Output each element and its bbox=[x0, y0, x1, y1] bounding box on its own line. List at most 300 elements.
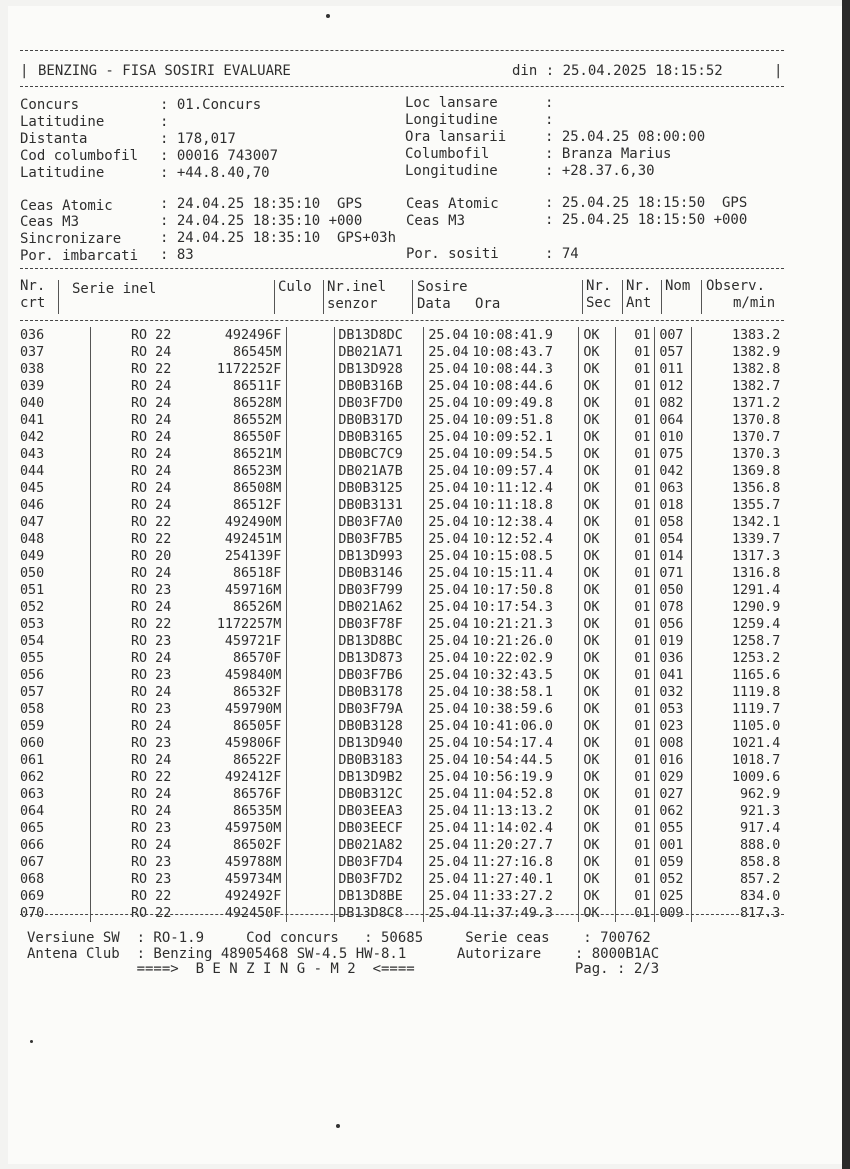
antenna-number: 01 bbox=[616, 837, 655, 854]
arrival-time: 10:12:52.4 bbox=[472, 532, 553, 547]
speed-mmin: 917.4 bbox=[692, 820, 781, 837]
sec-status: OK bbox=[579, 616, 616, 633]
ring-sensor: DB03EECF bbox=[335, 820, 424, 837]
row-number: 052 bbox=[20, 600, 45, 615]
arrival-date: 25.04 bbox=[424, 871, 473, 888]
ring-country: RO 22 bbox=[131, 515, 172, 530]
nom-number: 050 bbox=[655, 582, 692, 599]
ring-sensor: DB0B3165 bbox=[335, 429, 424, 446]
arrival-time: 11:27:16.8 bbox=[472, 855, 553, 870]
divider bbox=[20, 50, 784, 51]
arrival-date: 25.04 bbox=[424, 463, 473, 480]
arrival-date: 25.04 bbox=[424, 633, 473, 650]
row-sep bbox=[57, 514, 91, 531]
row-culo-blank bbox=[287, 599, 335, 616]
row-sep bbox=[57, 718, 91, 735]
table-row bbox=[20, 718, 780, 735]
col-data: Data bbox=[417, 296, 451, 312]
ring-serial: 86518F bbox=[232, 566, 282, 581]
table-row bbox=[20, 497, 780, 514]
arrival-time: 10:08:44.6 bbox=[472, 379, 553, 394]
row-culo-blank bbox=[287, 531, 335, 548]
arrival-date: 25.04 bbox=[424, 514, 473, 531]
table-row bbox=[20, 599, 780, 616]
ring-sensor: DB03F7D2 bbox=[335, 871, 424, 888]
sec-status: OK bbox=[579, 718, 616, 735]
arrival-date: 25.04 bbox=[424, 395, 473, 412]
scan-dot bbox=[30, 1040, 33, 1043]
table-row bbox=[20, 633, 780, 650]
row-number: 064 bbox=[20, 804, 45, 819]
ring-serial: 86528M bbox=[232, 396, 282, 411]
ring-sensor: DB021A82 bbox=[335, 837, 424, 854]
row-number: 057 bbox=[20, 685, 45, 700]
antenna-number: 01 bbox=[616, 735, 655, 752]
nom-number: 025 bbox=[655, 888, 692, 905]
clock-label: Sincronizare bbox=[20, 231, 122, 247]
speed-mmin: 857.2 bbox=[692, 871, 781, 888]
footer-line-1: Versiune SW : RO-1.9 Cod concurs : 50685 Serie ceas : 700762 bbox=[27, 930, 651, 946]
ring-sensor: DB13D873 bbox=[335, 650, 424, 667]
ring-country: RO 22 bbox=[131, 328, 172, 343]
speed-mmin: 1105.0 bbox=[692, 718, 781, 735]
col-crt: crt bbox=[20, 295, 46, 311]
speed-mmin: 1383.2 bbox=[692, 327, 781, 344]
nom-number: 009 bbox=[655, 905, 692, 922]
row-number: 061 bbox=[20, 753, 45, 768]
row-sep bbox=[57, 531, 91, 548]
ring-sensor: DB13D993 bbox=[335, 548, 424, 565]
ring-sensor: DB0B3178 bbox=[335, 684, 424, 701]
info-label: Longitudine bbox=[405, 163, 498, 179]
arrival-date: 25.04 bbox=[424, 905, 473, 922]
antenna-number: 01 bbox=[616, 497, 655, 514]
ring-serial: 86522F bbox=[232, 753, 282, 768]
arrived-label: Por. sositi bbox=[406, 246, 499, 262]
footer-line-2: Antena Club : Benzing 48905468 SW-4.5 HW-8.1 Autorizare : 8000B1AC bbox=[27, 946, 660, 962]
col-mmin: m/min bbox=[733, 295, 776, 311]
speed-mmin: 1369.8 bbox=[692, 463, 781, 480]
arrival-date: 25.04 bbox=[424, 820, 473, 837]
arrival-date: 25.04 bbox=[424, 480, 473, 497]
antenna-number: 01 bbox=[616, 582, 655, 599]
row-number: 055 bbox=[20, 651, 45, 666]
col-sep bbox=[412, 280, 413, 314]
ring-serial: 86550F bbox=[232, 430, 282, 445]
nom-number: 011 bbox=[655, 361, 692, 378]
info-value: : +28.37.6,30 bbox=[545, 163, 655, 179]
arrival-date: 25.04 bbox=[424, 701, 473, 718]
table-row bbox=[20, 837, 780, 854]
sec-status: OK bbox=[579, 497, 616, 514]
ring-country: RO 24 bbox=[131, 600, 172, 615]
info-label: Latitudine bbox=[20, 114, 105, 130]
row-culo-blank bbox=[287, 327, 335, 344]
arrival-date: 25.04 bbox=[424, 752, 473, 769]
ring-country: RO 22 bbox=[131, 770, 172, 785]
pigeons-label: Por. imbarcati bbox=[20, 248, 139, 264]
arrival-date: 25.04 bbox=[424, 531, 473, 548]
row-culo-blank bbox=[287, 548, 335, 565]
row-sep bbox=[57, 480, 91, 497]
speed-mmin: 1339.7 bbox=[692, 531, 781, 548]
ring-country: RO 24 bbox=[131, 838, 172, 853]
arrival-time: 10:15:11.4 bbox=[472, 566, 553, 581]
row-number: 041 bbox=[20, 413, 45, 428]
arrival-time: 10:09:57.4 bbox=[472, 464, 553, 479]
sec-status: OK bbox=[579, 565, 616, 582]
row-culo-blank bbox=[287, 582, 335, 599]
row-sep bbox=[57, 803, 91, 820]
info-value: : 178,017 bbox=[160, 131, 236, 147]
table-row bbox=[20, 616, 780, 633]
speed-mmin: 1259.4 bbox=[692, 616, 781, 633]
col-ora: Ora bbox=[475, 296, 501, 312]
row-number: 056 bbox=[20, 668, 45, 683]
row-number: 047 bbox=[20, 515, 45, 530]
row-number: 043 bbox=[20, 447, 45, 462]
ring-serial: 459721F bbox=[224, 634, 282, 649]
ring-serial: 86508M bbox=[232, 481, 282, 496]
antenna-number: 01 bbox=[616, 633, 655, 650]
ring-country: RO 23 bbox=[131, 821, 172, 836]
speed-mmin: 1317.3 bbox=[692, 548, 781, 565]
table-row bbox=[20, 769, 780, 786]
arrival-date: 25.04 bbox=[424, 599, 473, 616]
speed-mmin: 1316.8 bbox=[692, 565, 781, 582]
row-sep bbox=[57, 888, 91, 905]
row-culo-blank bbox=[287, 395, 335, 412]
row-culo-blank bbox=[287, 718, 335, 735]
arrival-time: 10:21:26.0 bbox=[472, 634, 553, 649]
nom-number: 014 bbox=[655, 548, 692, 565]
report-title: BENZING - FISA SOSIRI EVALUARE bbox=[38, 63, 291, 79]
arrival-time: 11:04:52.8 bbox=[472, 787, 553, 802]
arrival-time: 10:17:50.8 bbox=[472, 583, 553, 598]
row-number: 042 bbox=[20, 430, 45, 445]
scan-dot bbox=[336, 1124, 340, 1128]
sec-status: OK bbox=[579, 412, 616, 429]
row-number: 068 bbox=[20, 872, 45, 887]
arrival-time: 10:15:08.5 bbox=[472, 549, 553, 564]
sec-status: OK bbox=[579, 820, 616, 837]
ring-country: RO 20 bbox=[131, 549, 172, 564]
ring-serial: 86523M bbox=[232, 464, 282, 479]
ring-country: RO 23 bbox=[131, 668, 172, 683]
ring-serial: 459840M bbox=[224, 668, 282, 683]
info-label: Loc lansare bbox=[405, 95, 498, 111]
table-row bbox=[20, 803, 780, 820]
row-sep bbox=[57, 735, 91, 752]
row-number: 036 bbox=[20, 328, 45, 343]
nom-number: 027 bbox=[655, 786, 692, 803]
row-sep bbox=[57, 616, 91, 633]
ring-serial: 459806F bbox=[224, 736, 282, 751]
ring-country: RO 24 bbox=[131, 787, 172, 802]
row-culo-blank bbox=[287, 803, 335, 820]
row-culo-blank bbox=[287, 769, 335, 786]
antenna-number: 01 bbox=[616, 446, 655, 463]
speed-mmin: 1370.7 bbox=[692, 429, 781, 446]
ring-serial: 86502F bbox=[232, 838, 282, 853]
table-row bbox=[20, 344, 780, 361]
row-sep bbox=[57, 667, 91, 684]
info-label: Distanta bbox=[20, 131, 88, 147]
ring-country: RO 22 bbox=[131, 906, 172, 921]
row-number: 060 bbox=[20, 736, 45, 751]
clock-value: : 25.04.25 18:15:50 GPS bbox=[545, 195, 748, 211]
arrival-date: 25.04 bbox=[424, 446, 473, 463]
ring-country: RO 24 bbox=[131, 804, 172, 819]
row-number: 062 bbox=[20, 770, 45, 785]
info-label: Longitudine bbox=[405, 112, 498, 128]
arrival-time: 10:38:58.1 bbox=[472, 685, 553, 700]
ring-serial: 86570F bbox=[232, 651, 282, 666]
divider bbox=[20, 268, 784, 269]
antenna-number: 01 bbox=[616, 786, 655, 803]
antenna-number: 01 bbox=[616, 344, 655, 361]
table-row bbox=[20, 667, 780, 684]
nom-number: 082 bbox=[655, 395, 692, 412]
ring-serial: 254139F bbox=[224, 549, 282, 564]
speed-mmin: 1382.9 bbox=[692, 344, 781, 361]
row-number: 049 bbox=[20, 549, 45, 564]
nom-number: 012 bbox=[655, 378, 692, 395]
row-sep bbox=[57, 378, 91, 395]
col-sep bbox=[58, 280, 59, 314]
speed-mmin: 817.3 bbox=[692, 905, 781, 922]
table-row bbox=[20, 684, 780, 701]
sec-status: OK bbox=[579, 905, 616, 922]
sec-status: OK bbox=[579, 888, 616, 905]
nom-number: 018 bbox=[655, 497, 692, 514]
arrival-date: 25.04 bbox=[424, 429, 473, 446]
row-culo-blank bbox=[287, 820, 335, 837]
arrival-date: 25.04 bbox=[424, 837, 473, 854]
arrival-time: 10:54:44.5 bbox=[472, 753, 553, 768]
row-culo-blank bbox=[287, 650, 335, 667]
speed-mmin: 834.0 bbox=[692, 888, 781, 905]
row-sep bbox=[57, 412, 91, 429]
ring-serial: 492451M bbox=[224, 532, 282, 547]
clock-label: Ceas M3 bbox=[406, 213, 466, 229]
ring-country: RO 22 bbox=[131, 532, 172, 547]
antenna-number: 01 bbox=[616, 480, 655, 497]
antenna-number: 01 bbox=[616, 820, 655, 837]
col-nr: Nr. bbox=[20, 278, 46, 294]
nom-number: 056 bbox=[655, 616, 692, 633]
row-number: 048 bbox=[20, 532, 45, 547]
ring-sensor: DB13D8BC bbox=[335, 633, 424, 650]
antenna-number: 01 bbox=[616, 684, 655, 701]
ring-sensor: DB0B312C bbox=[335, 786, 424, 803]
row-number: 058 bbox=[20, 702, 45, 717]
nom-number: 078 bbox=[655, 599, 692, 616]
nom-number: 062 bbox=[655, 803, 692, 820]
clock-value: : 24.04.25 18:35:10 +000 bbox=[160, 213, 363, 229]
speed-mmin: 1370.3 bbox=[692, 446, 781, 463]
ring-country: RO 22 bbox=[131, 889, 172, 904]
table-row bbox=[20, 463, 780, 480]
nom-number: 054 bbox=[655, 531, 692, 548]
arrival-date: 25.04 bbox=[424, 565, 473, 582]
row-number: 070 bbox=[20, 906, 45, 921]
table-row bbox=[20, 361, 780, 378]
nom-number: 071 bbox=[655, 565, 692, 582]
ring-serial: 492412F bbox=[224, 770, 282, 785]
info-label: Columbofil bbox=[405, 146, 490, 162]
ring-serial: 86521M bbox=[232, 447, 282, 462]
row-culo-blank bbox=[287, 514, 335, 531]
ring-serial: 1172252F bbox=[216, 362, 282, 377]
ring-country: RO 24 bbox=[131, 447, 172, 462]
row-number: 050 bbox=[20, 566, 45, 581]
arrival-time: 11:20:27.7 bbox=[472, 838, 553, 853]
nom-number: 019 bbox=[655, 633, 692, 650]
row-sep bbox=[57, 344, 91, 361]
info-label: Ora lansarii bbox=[405, 129, 507, 145]
sec-status: OK bbox=[579, 395, 616, 412]
arrival-date: 25.04 bbox=[424, 548, 473, 565]
table-row bbox=[20, 480, 780, 497]
table-row bbox=[20, 565, 780, 582]
row-culo-blank bbox=[287, 361, 335, 378]
row-number: 045 bbox=[20, 481, 45, 496]
sec-status: OK bbox=[579, 463, 616, 480]
ring-sensor: DB0B3131 bbox=[335, 497, 424, 514]
row-culo-blank bbox=[287, 752, 335, 769]
ring-serial: 86526M bbox=[232, 600, 282, 615]
sec-status: OK bbox=[579, 531, 616, 548]
row-sep bbox=[57, 786, 91, 803]
ring-serial: 492496F bbox=[224, 328, 282, 343]
sec-status: OK bbox=[579, 378, 616, 395]
info-value: : +44.8.40,70 bbox=[160, 165, 270, 181]
col-serie: Serie inel bbox=[72, 281, 157, 297]
nom-number: 029 bbox=[655, 769, 692, 786]
row-number: 037 bbox=[20, 345, 45, 360]
sec-status: OK bbox=[579, 667, 616, 684]
row-culo-blank bbox=[287, 463, 335, 480]
speed-mmin: 1370.8 bbox=[692, 412, 781, 429]
antenna-number: 01 bbox=[616, 599, 655, 616]
col-ant: Ant bbox=[626, 295, 652, 311]
speed-mmin: 1371.2 bbox=[692, 395, 781, 412]
ring-country: RO 23 bbox=[131, 736, 172, 751]
arrival-time: 11:14:02.4 bbox=[472, 821, 553, 836]
row-sep bbox=[57, 548, 91, 565]
sec-status: OK bbox=[579, 361, 616, 378]
sec-status: OK bbox=[579, 871, 616, 888]
nom-number: 064 bbox=[655, 412, 692, 429]
row-sep bbox=[57, 327, 91, 344]
table-row bbox=[20, 412, 780, 429]
row-number: 040 bbox=[20, 396, 45, 411]
sec-status: OK bbox=[579, 650, 616, 667]
arrival-time: 10:17:54.3 bbox=[472, 600, 553, 615]
ring-serial: 492492F bbox=[224, 889, 282, 904]
sec-status: OK bbox=[579, 633, 616, 650]
nom-number: 036 bbox=[655, 650, 692, 667]
table-row bbox=[20, 888, 780, 905]
speed-mmin: 962.9 bbox=[692, 786, 781, 803]
ring-serial: 492450F bbox=[224, 906, 282, 921]
ring-country: RO 24 bbox=[131, 753, 172, 768]
speed-mmin: 921.3 bbox=[692, 803, 781, 820]
table-row bbox=[20, 854, 780, 871]
ring-serial: 86576F bbox=[232, 787, 282, 802]
nom-number: 010 bbox=[655, 429, 692, 446]
ring-country: RO 22 bbox=[131, 617, 172, 632]
row-number: 039 bbox=[20, 379, 45, 394]
row-number: 069 bbox=[20, 889, 45, 904]
ring-sensor: DB03F79A bbox=[335, 701, 424, 718]
arrival-time: 11:13:13.2 bbox=[472, 804, 553, 819]
nom-number: 042 bbox=[655, 463, 692, 480]
info-value: : bbox=[545, 95, 554, 111]
sec-status: OK bbox=[579, 446, 616, 463]
antenna-number: 01 bbox=[616, 514, 655, 531]
arrival-time: 10:32:43.5 bbox=[472, 668, 553, 683]
arrival-date: 25.04 bbox=[424, 786, 473, 803]
ring-country: RO 23 bbox=[131, 583, 172, 598]
sec-status: OK bbox=[579, 327, 616, 344]
antenna-number: 01 bbox=[616, 650, 655, 667]
arrival-date: 25.04 bbox=[424, 854, 473, 871]
row-culo-blank bbox=[287, 616, 335, 633]
sec-status: OK bbox=[579, 480, 616, 497]
clock-value: : 24.04.25 18:35:10 GPS+03h bbox=[160, 230, 397, 246]
row-sep bbox=[57, 582, 91, 599]
row-number: 054 bbox=[20, 634, 45, 649]
ring-country: RO 24 bbox=[131, 379, 172, 394]
nom-number: 075 bbox=[655, 446, 692, 463]
ring-serial: 86511F bbox=[232, 379, 282, 394]
arrival-date: 25.04 bbox=[424, 497, 473, 514]
arrived-value: : 74 bbox=[545, 246, 579, 262]
row-number: 066 bbox=[20, 838, 45, 853]
ring-sensor: DB021A62 bbox=[335, 599, 424, 616]
ring-country: RO 24 bbox=[131, 396, 172, 411]
row-sep bbox=[57, 633, 91, 650]
row-number: 067 bbox=[20, 855, 45, 870]
arrival-date: 25.04 bbox=[424, 378, 473, 395]
info-value: : bbox=[160, 114, 169, 130]
arrival-time: 10:08:41.9 bbox=[472, 328, 553, 343]
header-pipe-right: | bbox=[774, 63, 783, 79]
nom-number: 059 bbox=[655, 854, 692, 871]
arrival-date: 25.04 bbox=[424, 667, 473, 684]
speed-mmin: 1356.8 bbox=[692, 480, 781, 497]
row-culo-blank bbox=[287, 871, 335, 888]
sec-status: OK bbox=[579, 701, 616, 718]
arrival-time: 11:37:49.3 bbox=[472, 906, 553, 921]
arrival-time: 11:27:40.1 bbox=[472, 872, 553, 887]
antenna-number: 01 bbox=[616, 412, 655, 429]
arrival-time: 10:11:12.4 bbox=[472, 481, 553, 496]
row-culo-blank bbox=[287, 378, 335, 395]
arrival-time: 10:22:02.9 bbox=[472, 651, 553, 666]
ring-country: RO 22 bbox=[131, 362, 172, 377]
row-sep bbox=[57, 429, 91, 446]
row-sep bbox=[57, 820, 91, 837]
table-row bbox=[20, 786, 780, 803]
row-culo-blank bbox=[287, 565, 335, 582]
info-left-0 bbox=[20, 97, 79, 113]
row-culo-blank bbox=[287, 854, 335, 871]
table-row bbox=[20, 701, 780, 718]
nom-number: 058 bbox=[655, 514, 692, 531]
